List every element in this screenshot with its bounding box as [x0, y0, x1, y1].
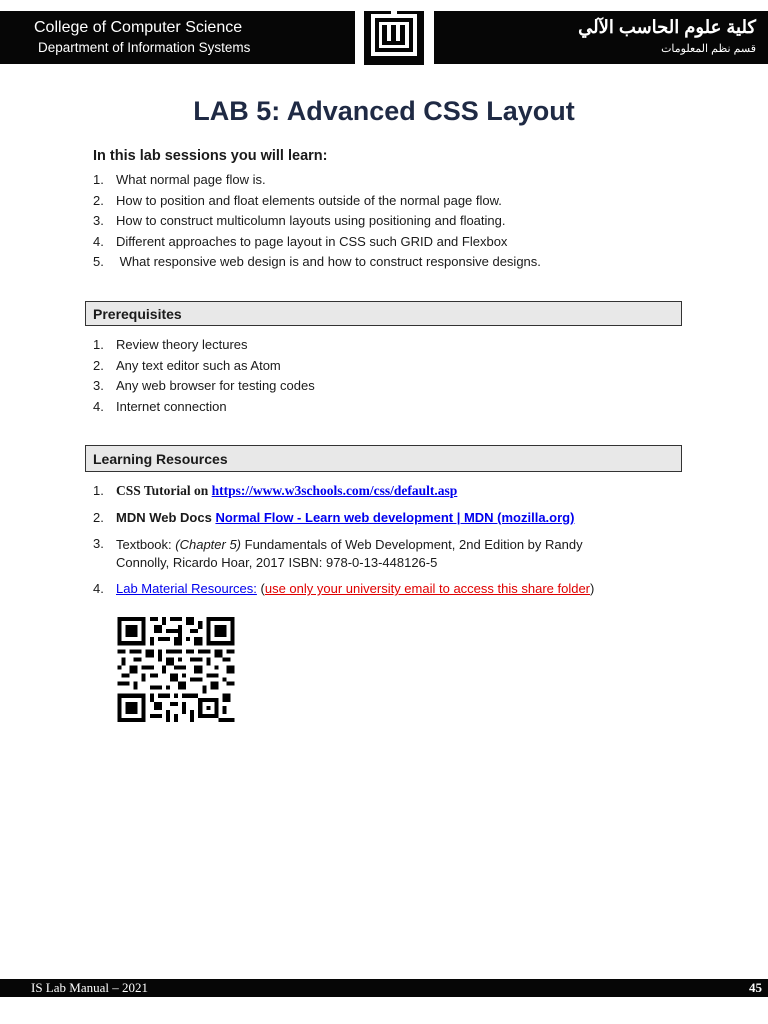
intro-heading: In this lab sessions you will learn: — [93, 148, 328, 164]
list-item: 1. What normal page flow is. — [93, 172, 266, 187]
list-item: 4. Internet connection — [93, 398, 227, 414]
list-item: 2. Any text editor such as Atom — [93, 357, 281, 373]
header-right-banner — [434, 11, 768, 64]
prerequisites-list — [93, 335, 315, 417]
list-item: 1. Review theory lectures — [93, 337, 248, 352]
access-note: use only your university email to access this share folder — [264, 581, 591, 596]
lab-material-link[interactable]: Lab Material Resources: — [116, 581, 257, 596]
department-name-en: Department of Information Systems — [38, 40, 251, 55]
college-name-ar: كلية علوم الحاسب الآلي — [578, 17, 756, 37]
mdn-link[interactable]: Normal Flow - Learn web development | MDN (mozilla.org) — [215, 510, 575, 525]
footer-manual-title: IS Lab Manual – 2021 — [31, 980, 148, 995]
department-name-ar: قسم نظم المعلومات — [661, 43, 756, 55]
university-logo — [364, 11, 424, 65]
header-left-banner — [0, 11, 355, 64]
list-item: 3. Any web browser for testing codes — [93, 378, 315, 393]
page-title: LAB 5: Advanced CSS Layout — [193, 96, 575, 126]
list-item: 5. What responsive web design is and how to construct responsive designs. — [93, 254, 541, 269]
learning-resources-heading: Learning Resources — [85, 445, 682, 472]
list-item: 4. Different approaches to page layout in CSS such GRID and Flexbox — [93, 233, 508, 249]
prerequisites-heading: Prerequisites — [85, 301, 682, 326]
list-item: 2. How to position and float elements outside of the normal page flow. — [93, 192, 502, 208]
resource-label: MDN Web Docs — [116, 510, 216, 525]
page-number: 45 — [749, 980, 762, 995]
qr-code[interactable] — [117, 617, 235, 722]
footer-bar — [0, 979, 768, 997]
list-item: 3. How to construct multicolumn layouts using positioning and floating. — [93, 213, 506, 228]
learning-objectives-list — [93, 170, 541, 273]
resource-label: CSS Tutorial on — [116, 483, 212, 498]
college-name-en: College of Computer Science — [34, 19, 243, 36]
w3schools-link[interactable]: https://www.w3schools.com/css/default.asp — [211, 483, 458, 498]
